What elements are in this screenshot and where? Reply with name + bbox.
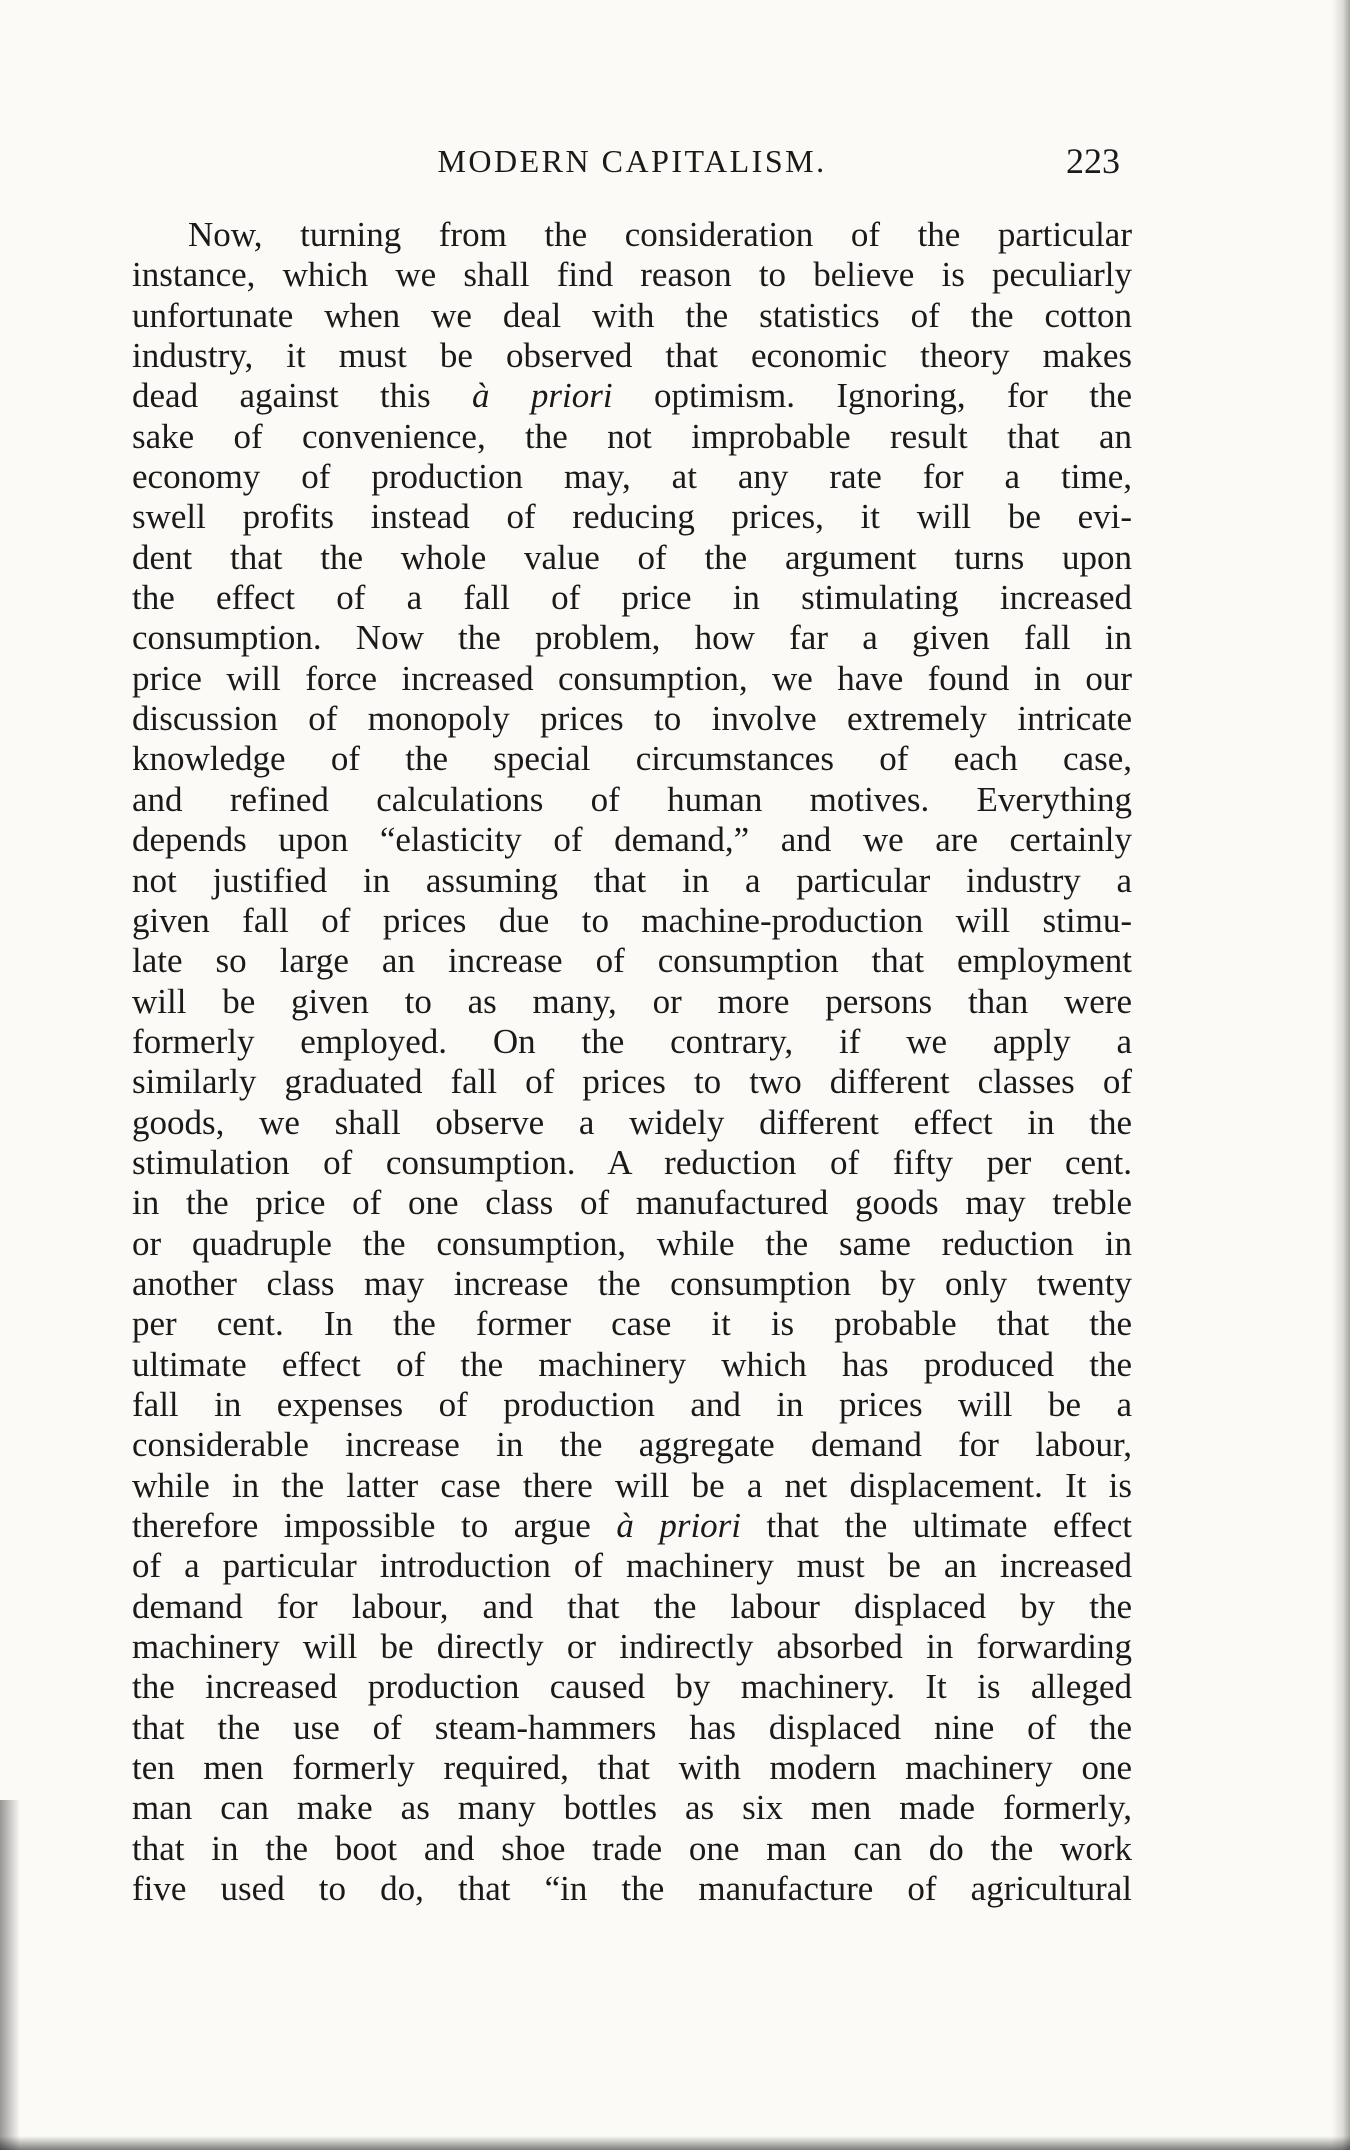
text-line: given fall of prices due to machine-production will stimu-: [132, 900, 1132, 940]
text-line: that in the boot and shoe trade one man can do the work: [132, 1828, 1132, 1868]
text-line: ultimate effect of the machinery which has produced the: [132, 1344, 1132, 1384]
page-edge-shadow: [1332, 0, 1350, 2150]
text-line: swell profits instead of reducing prices, it will be evi-: [132, 497, 1132, 537]
text-line: another class may increase the consumption by only twenty: [132, 1263, 1132, 1303]
text-line: ten men formerly required, that with modern machinery one: [132, 1748, 1132, 1788]
text-line: machinery will be directly or indirectly absorbed in forwarding: [132, 1627, 1132, 1667]
page-edge-shadow: [0, 1800, 20, 2150]
text-line: price will force increased consumption, we have found in our: [132, 658, 1132, 698]
text-line: sake of convenience, the not improbable result that an: [132, 416, 1132, 456]
text-line: goods, we shall observe a widely different effect in the: [132, 1102, 1132, 1142]
text-line: or quadruple the consumption, while the same reduction in: [132, 1223, 1132, 1263]
text-line: will be given to as many, or more persons than were: [132, 981, 1132, 1021]
text-line: while in the latter case there will be a net displacement. It is: [132, 1465, 1132, 1505]
page-header: [132, 136, 1132, 186]
text-line: demand for labour, and that the labour displaced by the: [132, 1586, 1132, 1626]
text-line: dent that the whole value of the argument turns upon: [132, 537, 1132, 577]
text-line: five used to do, that “in the manufacture of agricultural: [132, 1869, 1132, 1909]
text-line: that the use of steam-hammers has displaced nine of the: [132, 1707, 1132, 1747]
text-line: late so large an increase of consumption that employment: [132, 941, 1132, 981]
text-line: depends upon “elasticity of demand,” and we are certainly: [132, 820, 1132, 860]
page-number: 223: [1066, 141, 1120, 181]
text-line: consumption. Now the problem, how far a given fall in: [132, 618, 1132, 658]
text-line: and refined calculations of human motives. Everything: [132, 779, 1132, 819]
text-line: the effect of a fall of price in stimulating increased: [132, 578, 1132, 618]
running-title: MODERN CAPITALISM.: [437, 143, 827, 179]
latin-phrase: à priori: [471, 376, 613, 416]
text-line: considerable increase in the aggregate demand for labour,: [132, 1425, 1132, 1465]
text-line: formerly employed. On the contrary, if we apply a: [132, 1021, 1132, 1061]
text-line: industry, it must be observed that economic theory makes: [132, 336, 1132, 376]
text-line: per cent. In the former case it is probable that the: [132, 1304, 1132, 1344]
text-line: dead against this à priori optimism. Ignoring, for the: [132, 376, 1132, 416]
text-line: fall in expenses of production and in prices will be a: [132, 1384, 1132, 1424]
text-line: not justified in assuming that in a particular industry a: [132, 860, 1132, 900]
text-line: unfortunate when we deal with the statistics of the cotton: [132, 295, 1132, 335]
body-paragraph: [132, 215, 1132, 1909]
text-line: therefore impossible to argue à priori that the ultimate effect: [132, 1506, 1132, 1545]
latin-phrase: à priori: [616, 1506, 742, 1545]
text-line: Now, turning from the consideration of the particular: [188, 215, 1132, 254]
text-line: in the price of one class of manufactured goods may treble: [132, 1183, 1132, 1223]
text-line: the increased production caused by machinery. It is alleged: [132, 1667, 1132, 1707]
text-line: stimulation of consumption. A reduction of fifty per cent.: [132, 1142, 1132, 1182]
text-line: knowledge of the special circumstances of each case,: [132, 739, 1132, 779]
text-line: of a particular introduction of machinery must be an increased: [132, 1546, 1132, 1586]
page-edge-shadow: [0, 2136, 1350, 2150]
text-line: economy of production may, at any rate for a time,: [132, 457, 1132, 497]
text-line: instance, which we shall find reason to believe is peculiarly: [132, 255, 1132, 295]
text-line: man can make as many bottles as six men made formerly,: [132, 1788, 1132, 1828]
text-line: similarly graduated fall of prices to two different classes of: [132, 1062, 1132, 1102]
text-line: discussion of monopoly prices to involve extremely intricate: [132, 699, 1132, 739]
